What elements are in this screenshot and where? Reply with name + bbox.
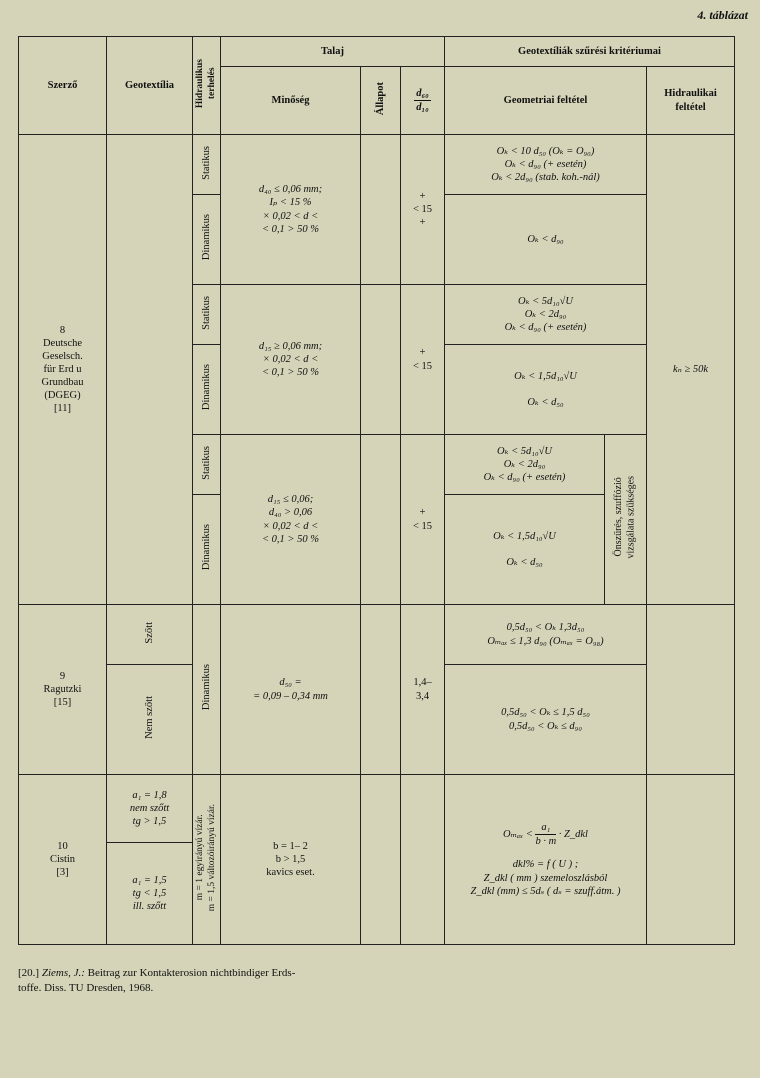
state-dgeg-1 [361,135,401,285]
load-dynamic-2: Dinamikus [200,364,212,411]
geo-nonwoven: Nem szőtt [143,696,155,739]
quality-dgeg-2: d₁₅ ≥ 0,06 mm; × 0,02 < d < < 0,1 > 50 % [221,285,361,435]
reference-text: Beitrag zur Kontakterosion nichtbindiger Erds- toffe. Diss. TU Dresden, 1968. [18,967,296,994]
hydraulic-dgeg: kₙ ≥ 50k [647,135,735,605]
ratio-dgeg-1: + < 15 + [401,135,445,285]
hydraulic-cistin [647,775,735,945]
geo-cistin-top: a₁ = 1,8 nem szőtt tg > 1,5 [107,775,193,843]
geo-woven: Szőtt [143,621,155,644]
load-dynamic-3: Dinamikus [200,524,212,571]
quality-dgeg-1: d₄₀ ≤ 0,06 mm; Iₚ < 15 % × 0,02 < d < < 0,1 > 50 % [221,135,361,285]
state-ragutzki [361,605,401,775]
geotextile-dgeg-empty [107,135,193,605]
formula-lhs: Oₘₐₓ < [503,829,533,841]
geo-cistin-lines: dkl% = f ( U ) ; Z_dkl ( mm ) szemeloszlásból Z_dkl (mm) ≤ 5dₛ ( dₛ = szuff.átm. ) [470,859,621,897]
header-soil: Talaj [221,37,445,67]
header-hydraulic-load: Hidraulikus terhelés [194,58,217,108]
author-ragutzki: 9 Ragutzki [15] [19,605,107,775]
formula-rhs: · Z_dkl [558,829,588,841]
state-cistin [361,775,401,945]
load-static-2: Statikus [200,295,212,330]
state-dgeg-2 [361,285,401,435]
load-static-1: Statikus [200,145,212,180]
side-note-dgeg-3: Önszűrés, szuffózió vizsgálata szükséges [613,476,637,559]
geo-static-dgeg-1: Oₖ < 10 d₅₀ (Oₖ = O₉₀) Oₖ < d₉₀ (+ esetén) Oₖ < 2d₉₀ (stab. koh.-nál) [445,135,647,195]
header-state: Állapot [374,81,386,116]
load-ragutzki: Dinamikus [200,664,212,711]
header-ratio [401,67,445,135]
quality-dgeg-3: d₁₅ ≤ 0,06; d₄₀ > 0,06 × 0,02 < d < < 0,1 > 50 % [221,435,361,605]
header-criteria: Geotextíliák szűrési kritériumai [445,37,735,67]
header-geotextile: Geotextília [107,37,193,135]
quality-cistin: b = 1– 2 b > 1,5 kavics eset. [221,775,361,945]
reference-num: [20.] [18,967,40,979]
hydraulic-ragutzki [647,605,735,775]
table-title: 4. táblázat [697,8,748,22]
load-dynamic-1: Dinamikus [200,214,212,261]
geo-dynamic-dgeg-3: Oₖ < 1,5d₁₀√U Oₖ < d₅₀ [445,495,605,605]
header-d10: d₁₀ [416,102,429,113]
geo-static-dgeg-3: Oₖ < 5d₁₀√U Oₖ < 2d₉₀ Oₖ < d₉₀ (+ esetén) [445,435,605,495]
formula-den: b · m [535,836,557,848]
ratio-ragutzki: 1,4– 3,4 [401,605,445,775]
state-dgeg-3 [361,435,401,605]
author-dgeg: 8 Deutsche Geselsch. für Erd u Grundbau (DGEG) [11] [19,135,107,605]
geo-cistin-bottom: a₁ = 1,5 tg < 1,5 ill. szőtt [107,843,193,945]
geo-dynamic-dgeg-2: Oₖ < 1,5d₁₀√U Oₖ < d₅₀ [445,345,647,435]
quality-ragutzki: d₅₀ = = 0,09 – 0,34 mm [221,605,361,775]
geo-nonwoven-cond: 0,5d₅₀ < Oₖ ≤ 1,5 d₅₀ 0,5d₅₀ < Oₖ ≤ d₉₀ [445,665,647,775]
ratio-dgeg-2: + < 15 [401,285,445,435]
load-static-3: Statikus [200,445,212,480]
ratio-dgeg-3: + < 15 [401,435,445,605]
reference-author: Ziems, J.: [41,967,85,979]
header-geometric: Geometriai feltétel [445,67,647,135]
author-cistin: 10 Cistin [3] [19,775,107,945]
formula-num: a₁ [535,821,556,835]
header-d60: d₆₀ [414,87,431,101]
header-hydraulic: Hidraulikai feltétel [647,67,735,135]
geo-woven-cond: 0,5d₅₀ < Oₖ 1,3d₅₀ Oₘₐₓ ≤ 1,3 d₉₀ (Oₘₐₓ = O₉₈) [445,605,647,665]
ratio-cistin [401,775,445,945]
geo-cistin-cond [445,775,647,945]
filter-criteria-table [18,36,735,945]
reference [18,966,438,996]
load-cistin: m = 1 egyirányú vízár. m = 1,5 változóirányú vízár. [194,803,217,912]
header-author: Szerző [19,37,107,135]
header-quality: Minőség [221,67,361,135]
geo-dynamic-dgeg-1: Oₖ < d₉₀ [445,195,647,285]
geo-static-dgeg-2: Oₖ < 5d₁₀√U Oₖ < 2d₉₀ Oₖ < d₉₀ (+ esetén) [445,285,647,345]
